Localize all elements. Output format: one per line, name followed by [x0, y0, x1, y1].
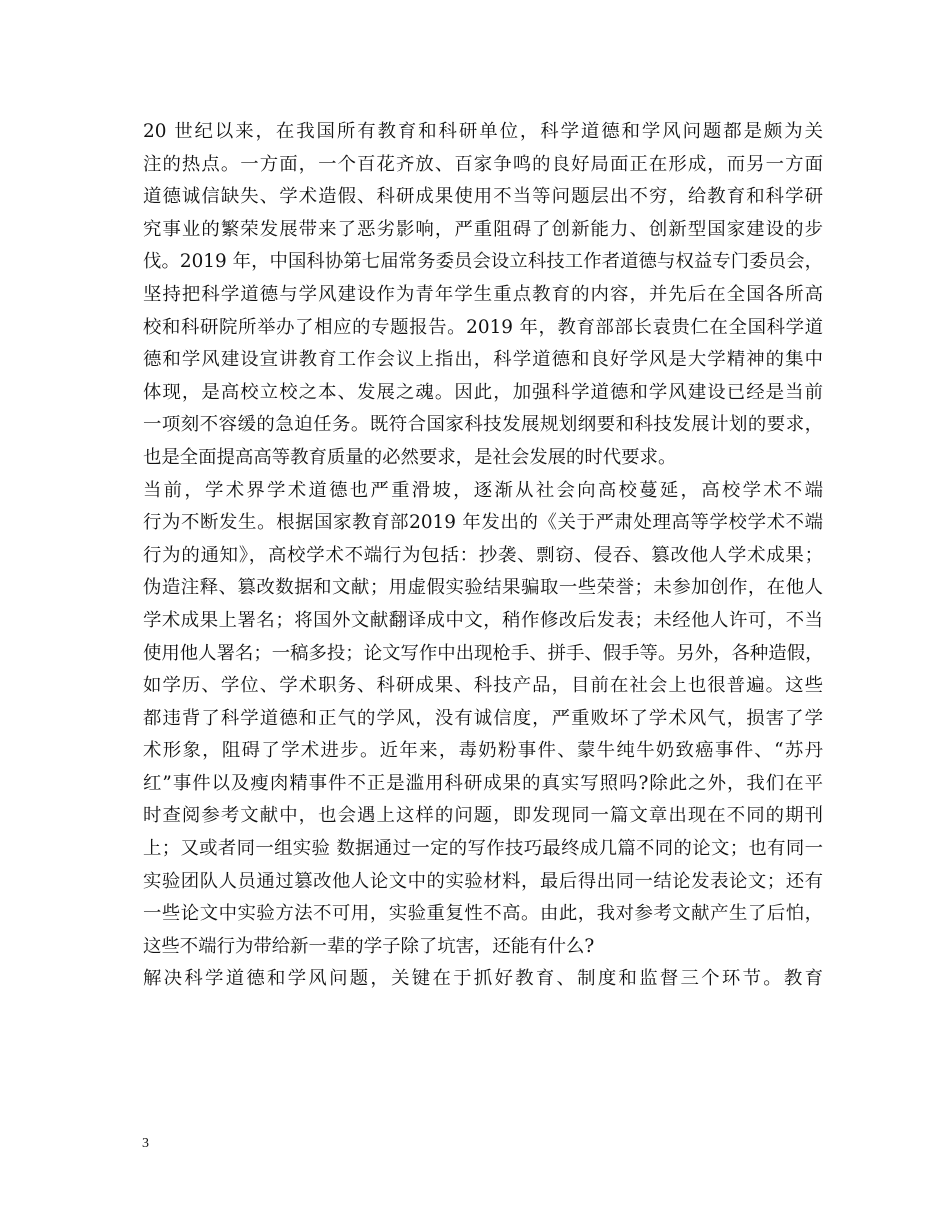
paragraph-line: 究事业的繁荣发展带来了恶劣影响，严重阻碍了创新能力、创新型国家建设的步	[143, 218, 823, 240]
paragraph-line: 术形象，阻碍了学术进步。近年来，毒奶粉事件、蒙牛纯牛奶致癌事件、“苏丹	[143, 740, 823, 762]
paragraph-line: 实验团队人员通过篡改他人论文中的实验材料，最后得出同一结论发表论文；还有	[143, 870, 823, 892]
paragraph-2	[143, 475, 823, 964]
paragraph-line: 红”事件以及瘦肉精事件不正是滥用科研成果的真实写照吗?除此之外，我们在平	[143, 772, 823, 794]
paragraph-line: 时查阅参考文献中，也会遇上这样的问题，即发现同一篇文章出现在不同的期刊	[143, 805, 823, 827]
paragraph-line: 道德诚信缺失、学术造假、科研成果使用不当等问题层出不穷，给教育和科学研	[143, 186, 823, 208]
paragraph-3	[143, 963, 823, 996]
paragraph-line: 20 世纪以来，在我国所有教育和科研单位，科学道德和学风问题都是颇为关	[143, 121, 823, 142]
paragraph-line: 体现，是高校立校之本、发展之魂。因此，加强科学道德和学风建设已经是当前	[143, 381, 823, 403]
paragraph-line: 解决科学道德和学风问题，关键在于抓好教育、制度和监督三个环节。教育	[143, 968, 823, 990]
document-body	[143, 116, 823, 996]
paragraph-line: 一些论文中实验方法不可用，实验重复性不高。由此，我对参考文献产生了后怕，	[143, 903, 823, 925]
paragraph-line: 当前，学术界学术道德也严重滑坡，逐渐从社会向高校蔓延，高校学术不端	[143, 479, 823, 501]
paragraph-line: 伐。2019 年，中国科协第七届常务委员会设立科技工作者道德与权益专门委员会，	[143, 251, 823, 273]
paragraph-line: 伪造注释、篡改数据和文献；用虚假实验结果骗取一些荣誉；未参加创作，在他人	[143, 577, 823, 599]
paragraph-line: 都违背了科学道德和正气的学风，没有诚信度，严重败坏了学术风气，损害了学	[143, 707, 823, 729]
paragraph-line: 坚持把科学道德与学风建设作为青年学生重点教育的内容，并先后在全国各所高	[143, 283, 823, 305]
paragraph-line: 如学历、学位、学术职务、科研成果、科技产品，目前在社会上也很普遍。这些	[143, 675, 823, 697]
paragraph-line: 一项刻不容缓的急迫任务。既符合国家科技发展规划纲要和科技发展计划的要求，	[143, 414, 823, 436]
paragraph-line: 学术成果上署名；将国外文献翻译成中文，稍作修改后发表；未经他人许可，不当	[143, 609, 823, 631]
page-number: 3	[142, 1136, 149, 1151]
paragraph-line: 校和科研院所举办了相应的专题报告。2019 年，教育部部长袁贵仁在全国科学道	[143, 316, 823, 338]
paragraph-line: 上；又或者同一组实验 数据通过一定的写作技巧最终成几篇不同的论文；也有同一	[143, 838, 823, 860]
paragraph-line: 行为的通知》，高校学术不端行为包括：抄袭、剽窃、侵吞、篡改他人学术成果；	[143, 544, 823, 566]
paragraph-1	[143, 116, 823, 475]
paragraph-line: 使用他人署名；一稿多投；论文写作中出现枪手、拼手、假手等。另外，各种造假，	[143, 642, 824, 664]
paragraph-line: 行为不断发生。根据国家教育部2019 年发出的《关于严肃处理高等学校学术不端	[143, 512, 823, 534]
paragraph-line: 注的热点。一方面，一个百花齐放、百家争鸣的良好局面正在形成，而另一方面	[143, 153, 823, 175]
paragraph-line: 德和学风建设宣讲教育工作会议上指出，科学道德和良好学风是大学精神的集中	[143, 349, 823, 371]
paragraph-line: 也是全面提高高等教育质量的必然要求，是社会发展的时代要求。	[143, 446, 677, 468]
paragraph-line: 这些不端行为带给新一辈的学子除了坑害，还能有什么?	[143, 935, 595, 957]
